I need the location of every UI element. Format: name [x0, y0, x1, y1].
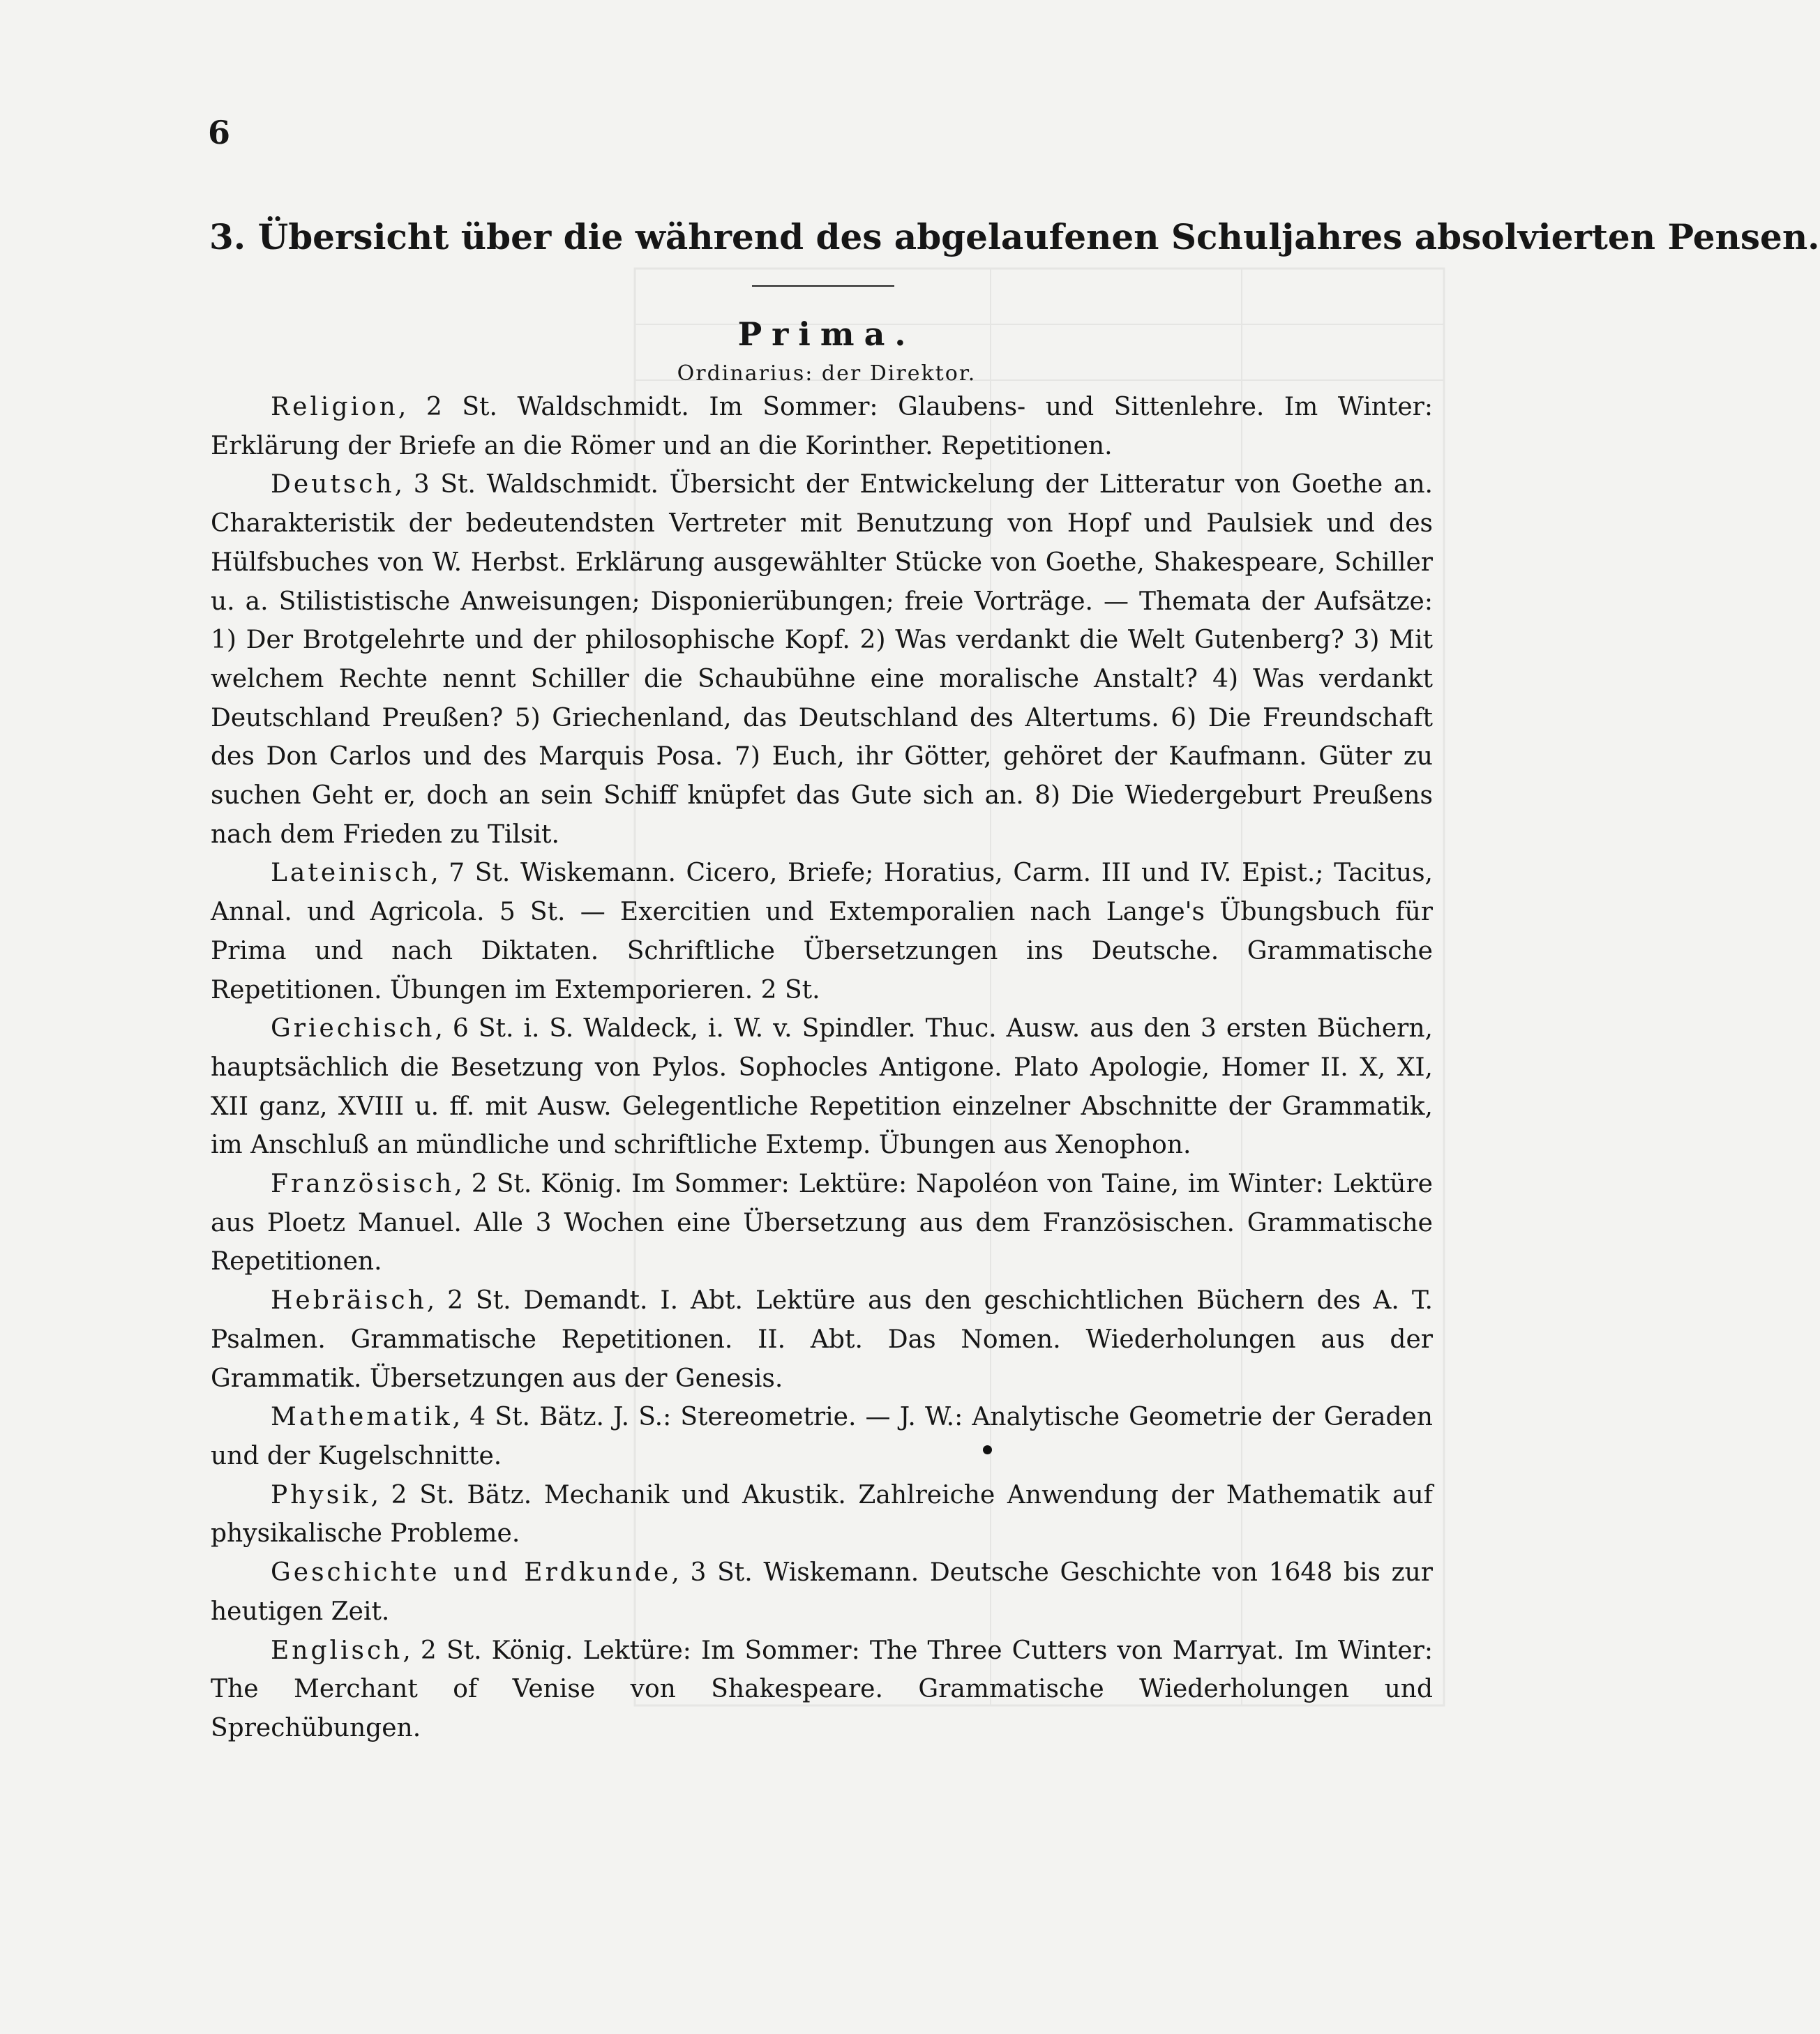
- subject-name: Physik: [271, 1480, 371, 1509]
- subject-name: Deutsch: [271, 470, 395, 499]
- subject-name: Religion: [271, 393, 398, 421]
- subject-text: , 2 St. König. Lektüre: Im Sommer: The Three Cutters von Marryat. Im Winter: The Merchant of Venise von Shakespeare. Grammatische Wiederholungen und Sprechübungen.: [211, 1636, 1433, 1742]
- ink-dot: [983, 1445, 992, 1454]
- subject-name: Griechisch: [271, 1014, 435, 1044]
- subject-paragraph-franzoesisch: [211, 1165, 1433, 1281]
- curriculum-body: [211, 388, 1433, 1748]
- subject-text: , 3 St. Wiskemann. Deutsche Geschichte von 1648 bis zur heutigen Zeit.: [211, 1558, 1433, 1626]
- subject-paragraph-griechisch: [211, 1009, 1433, 1165]
- subject-name: Geschichte und Erdkunde: [271, 1558, 672, 1588]
- subject-text: , 2 St. Demandt. I. Abt. Lektüre aus den geschichtlichen Büchern des A. T. Psalmen. Grammatische Repetitionen. II. Abt. Das Nomen. Wiederholungen aus der Grammatik. Übersetzungen aus der Genesis.: [211, 1286, 1433, 1393]
- heading-divider: [752, 285, 894, 287]
- subject-paragraph-religion: [211, 388, 1433, 465]
- section-heading: 3. Übersicht über die während des abgelaufenen Schuljahres absolvierten Pensen.: [209, 216, 1820, 257]
- ordinarius-line: Ordinarius: der Direktor.: [677, 361, 977, 386]
- subject-name: Mathematik: [271, 1403, 453, 1432]
- subject-paragraph-lateinisch: [211, 854, 1433, 1009]
- subject-paragraph-deutsch: [211, 465, 1433, 854]
- class-title: Prima.: [737, 315, 916, 353]
- subject-name: Hebräisch: [271, 1286, 427, 1316]
- subject-paragraph-geschichte: [211, 1553, 1433, 1631]
- subject-text: , 7 St. Wiskemann. Cicero, Briefe; Horatius, Carm. III und IV. Epist.; Tacitus, Annal. und Agricola. 5 St. — Exercitien und Extemporalien nach Lange's Übungsbuch für Prima und nach Diktaten. Schriftliche Übersetzungen ins Deutsche. Grammatische Repetitionen. Übungen im Extemporieren. 2 St.: [211, 859, 1433, 1004]
- subject-name: Lateinisch: [271, 859, 431, 888]
- subject-text: , 2 St. Bätz. Mechanik und Akustik. Zahlreiche Anwendung der Mathematik auf physikalische Probleme.: [211, 1480, 1433, 1549]
- subject-text: , 2 St. König. Im Sommer: Lektüre: Napoléon von Taine, im Winter: Lektüre aus Ploetz Manuel. Alle 3 Wochen eine Übersetzung aus dem Französischen. Grammatische Repetitionen.: [211, 1170, 1433, 1276]
- subject-paragraph-englisch: [211, 1632, 1433, 1748]
- subject-text: , 2 St. Waldschmidt. Im Sommer: Glaubens- und Sittenlehre. Im Winter: Erklärung der Briefe an die Römer und an die Korinther. Repetitionen.: [211, 393, 1433, 460]
- subject-paragraph-physik: [211, 1476, 1433, 1553]
- subject-paragraph-hebraeisch: [211, 1281, 1433, 1398]
- subject-text: , 4 St. Bätz. J. S.: Stereometrie. — J. W.: Analytische Geometrie der Geraden und der Kugelschnitte.: [211, 1403, 1433, 1470]
- page-number: 6: [208, 114, 231, 151]
- subject-name: Englisch: [271, 1636, 403, 1665]
- subject-paragraph-mathematik: [211, 1398, 1433, 1475]
- subject-text: , 3 St. Waldschmidt. Übersicht der Entwickelung der Litteratur von Goethe an. Charakteristik der bedeutendsten Vertreter mit Benutzung von Hopf und Paulsiek und des Hülfsbuches von W. Herbst. Erklärung ausgewählter Stücke von Goethe, Shakespeare, Schiller u. a. Stilististische Anweisungen; Disponierübungen; freie Vorträge. — Themata der Aufsätze: 1) Der Brotgelehrte und der philosophische Kopf. 2) Was verdankt die Welt Gutenberg? 3) Mit welchem Rechte nennt Schiller die Schaubühne eine moralische Anstalt? 4) Was verdankt Deutschland Preußen? 5) Griechenland, das Deutschland des Altertums. 6) Die Freundschaft des Don Carlos und des Marquis Posa. 7) Euch, ihr Götter, gehöret der Kaufmann. Güter zu suchen Geht er, doch an sein Schiff knüpfet das Gute sich an. 8) Die Wiedergeburt Preußens nach dem Frieden zu Tilsit.: [211, 470, 1433, 849]
- subject-name: Französisch: [271, 1170, 455, 1199]
- subject-text: , 6 St. i. S. Waldeck, i. W. v. Spindler. Thuc. Ausw. aus den 3 ersten Büchern, hauptsächlich die Besetzung von Pylos. Sophocles Antigone. Plato Apologie, Homer II. X, XI, XII ganz, XVIII u. ff. mit Ausw. Gelegentliche Repetition einzelner Abschnitte der Grammatik, im Anschluß an mündliche und schriftliche Extemp. Übungen aus Xenophon.: [211, 1014, 1433, 1160]
